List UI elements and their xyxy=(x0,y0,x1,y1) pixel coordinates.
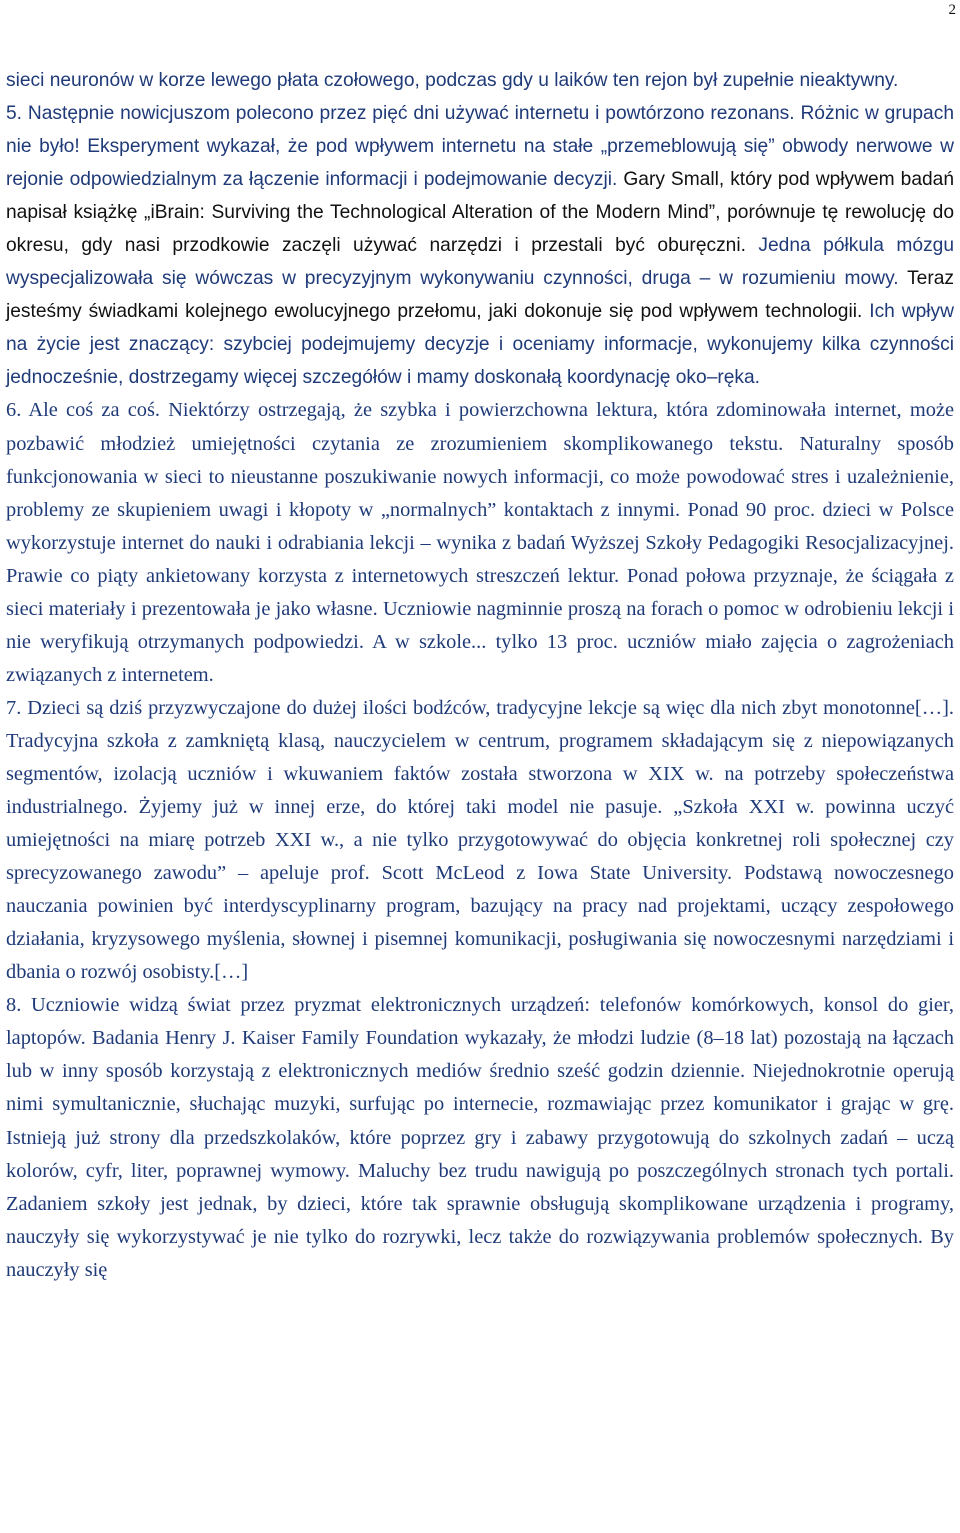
paragraph-8 xyxy=(6,989,954,1286)
text-segment: sieci neuronów w korze lewego płata czołowego, podczas gdy u laików ten rejon był zupełnie nieaktywny. xyxy=(6,70,899,91)
text-segment: Prawie co piąty ankietowany korzysta z internetowych streszczeń lektur. xyxy=(6,564,620,587)
page-number: 2 xyxy=(948,2,956,18)
text-segment: Dzieci są dziś przyzwyczajone do dużej ilości bodźców, tradycyjne lekcje są więc dla nich zbyt monotonne[…]. xyxy=(21,696,954,719)
text-segment: Maluchy bez trudu nawigują po poszczególnych stronach tych portali. xyxy=(349,1159,954,1182)
item-number-8: 8. xyxy=(6,994,22,1017)
text-segment: Żyjemy już w innej erze, do której taki model nie pasuje. xyxy=(127,796,663,819)
paragraph-5 xyxy=(6,64,954,394)
paragraph-7 xyxy=(6,692,954,989)
text-segment: Gary Small, który pod wpływem badań napisał książkę „iBrain: Surviving the Technological Alteration of the Modern Mind”, porównuje tę rewolucję do okresu, gdy nasi przodkowie zaczęli używać narzędzi i przestali być oburęczni. xyxy=(6,169,955,257)
text-segment: „Szkoła XXI w. powinna uczyć umiejętności na miarę potrzeb XXI w., a nie tylko przygotowywać do objęcia konkretnej roli społecznej czy sprecyzowanego zawodu” – apeluje prof. Scott McLeod z Iowa State University. xyxy=(6,796,954,885)
text-segment: Badania Henry J. Kaiser Family Foundation wykazały, że młodzi ludzie (8–18 lat) pozostają na łączach lub w inny sposób korzystają z elektronicznych mediów średnio sześć godzin dziennie. xyxy=(6,1027,954,1083)
item-number-5: 5. xyxy=(6,103,23,125)
text-segment: Uczniowie nagminnie proszą na forach o pomoc w odrobieniu lekcji i nie weryfikują otrzymanych podpowiedzi. xyxy=(6,597,954,653)
text-segment: Podstawą nowoczesnego nauczania powinien być interdyscyplinarny program, bazujący na pracy nad projektami, uczący zespołowego działania, kryzysowego myślenia, słownej i pisemnej komunikacji, posługiwania się nowoczesnymi narzędziami i dbania o rozwój osobisty.[…] xyxy=(6,862,954,984)
text-segment: Teraz jesteśmy świadkami kolejnego ewolucyjnego przełomu, jaki dokonuje się pod wpływem technologii. xyxy=(6,268,955,323)
text-segment: Tradycyjna szkoła z zamkniętą klasą, nauczycielem w centrum, programem składającym się z niepowiązanych segmentów, izolacją uczniów i wkuwaniem faktów została stworzona w XIX w. na potrzeby społeczeństwa industrialnego. xyxy=(6,729,954,819)
text-segment: Następnie nowicjuszom polecono przez pięć dni używać internetu i powtórzono rezonans. Różnic w grupach nie było! Eksperyment wykazał, że pod wpływem internetu na stałe „przemeblowują się” obwody nerwowe w rejonie odpowiedzialnym za łączenie informacji i podejmowanie decyzji. xyxy=(6,103,954,191)
text-segment: Uczniowie widzą świat przez pryzmat elektronicznych urządzeń: telefonów komórkowych, konsol do gier, laptopów. xyxy=(6,994,954,1050)
text-segment: Niektórzy ostrzegają, że szybka i powierzchowna lektura, która zdominowała internet, może pozbawić młodzież umiejętności czytania ze zrozumieniem skomplikowanego tekstu. xyxy=(6,399,954,455)
paragraph-6 xyxy=(6,394,954,691)
text-segment: Istnieją już strony dla przedszkolaków, które poprzez gry i zabawy przygotowują do szkolnych zadań – uczą kolorów, cyfr, liter, poprawnej wymowy. xyxy=(6,1126,954,1182)
text-segment: Jedna półkula mózgu wyspecjalizowała się wówczas w precyzyjnym wykonywaniu czynności, druga – w rozumieniu mowy. xyxy=(6,235,955,290)
item-number-6: 6. xyxy=(6,399,22,422)
text-segment: Ponad 90 proc. dzieci w Polsce wykorzystuje internet do nauki i odrabiania lekcji – wynika z badań Wyższej Szkoły Pedagogiki Resocjalizacyjnej. xyxy=(6,498,955,554)
document-body xyxy=(6,64,954,1287)
text-segment: Ale coś za coś. xyxy=(21,399,160,422)
text-segment: Zadaniem szkoły jest jednak, by dzieci, które tak sprawnie obsługują skomplikowane urządzenia i programy, nauczyły się wykorzystywać je nie tylko do rozrywki, lecz także do rozwiązywania problemów społecznych. By nauczyły się xyxy=(6,1192,954,1281)
text-segment: Naturalny sposób funkcjonowania w sieci to nieustanne poszukiwanie nowych informacji, co może powodować stres i uzależnienie, problemy ze skupieniem uwagi i kłopoty w „normalnych” kontaktach z innymi. xyxy=(6,432,954,521)
text-segment: Ponad połowa przyznaje, że ściągała z sieci materiały i prezentowała je jako własne. xyxy=(6,564,954,620)
text-segment: Ich wpływ na życie jest znaczący: szybciej podejmujemy decyzje i oceniamy informacje, wykonujemy kilka czynności jednocześnie, dostrzegamy więcej szczegółów i mamy doskonałą koordynację oko–ręka. xyxy=(6,301,955,389)
text-segment: A w szkole... tylko 13 proc. uczniów miało zajęcia o zagrożeniach związanych z internetem. xyxy=(6,630,955,686)
text-segment: Niejednokrotnie operują nimi symultanicznie, słuchając muzyki, surfując po internecie, rozmawiając przez komunikator i grając w grę. xyxy=(6,1060,954,1116)
item-number-7: 7. xyxy=(6,696,22,719)
